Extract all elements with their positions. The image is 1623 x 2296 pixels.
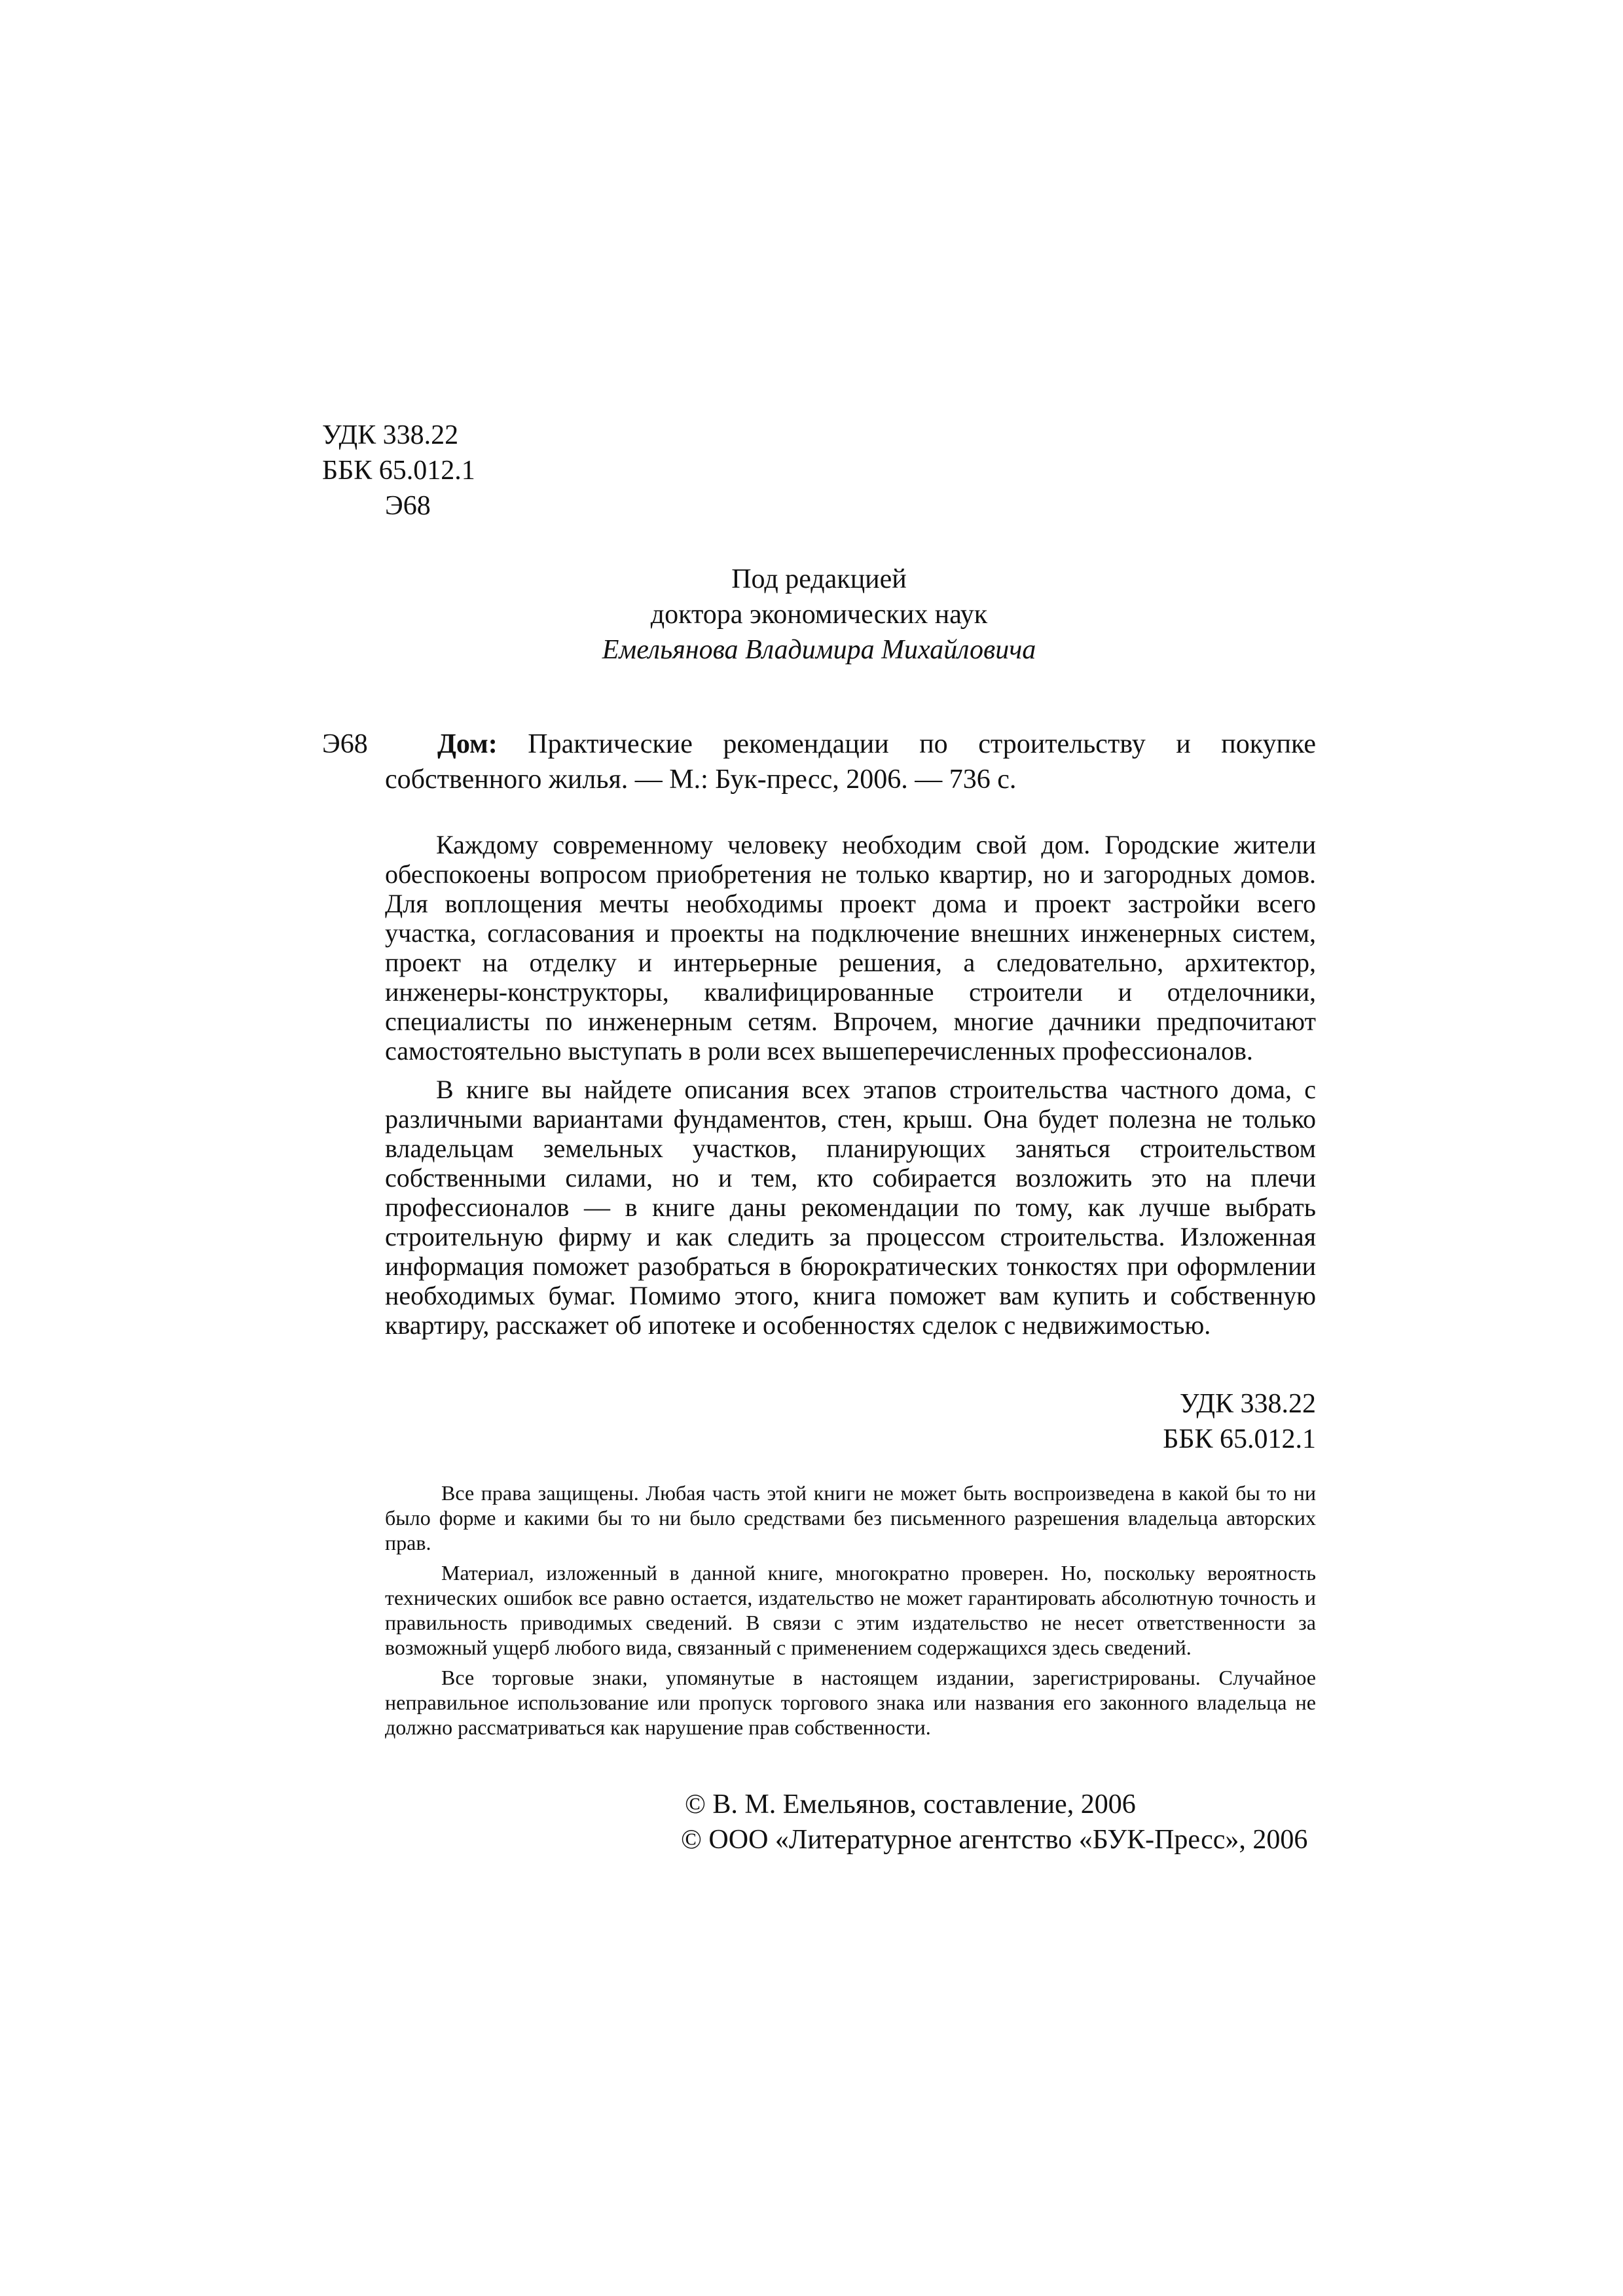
author-sign: Э68: [385, 491, 431, 521]
catalog-description: [385, 726, 1316, 797]
copyright-line-compiler: © В. М. Емельянов, составление, 2006: [685, 1789, 1136, 1820]
notice-paragraph: Материал, изложенный в данной книге, многократно проверен. Но, поскольку вероятность технических ошибок все равно остается, издательство не может гарантировать абсолютную точность и правильность приводимых сведений. В связи с этим издательство не несет ответственности за возможный ущерб любого вида, связанный с применением содержащихся здесь сведений.: [385, 1561, 1316, 1659]
udk-code-right: УДК 338.22: [1179, 1389, 1316, 1419]
copyright-line-publisher: © ООО «Литературное агентство «БУК-Пресс», 2006: [681, 1825, 1308, 1855]
bbk-code: ББК 65.012.1: [322, 456, 475, 486]
catalog-entry: [322, 726, 1316, 797]
annotation: [385, 830, 1316, 1349]
editor-line-2: доктора экономических наук: [650, 600, 988, 630]
annotation-paragraph: Каждому современному человеку необходим свой дом. Городские жители обеспокоены вопросом приобретения не только квартир, но и загородных домов. Для воплощения мечты необходимы проект дома и проект застройки всего участка, согласования и проекты на подключение внешних инженерных систем, проект на отделку и интерьерные решения, а следовательно, архитектор, инженеры-конструкторы, квалифицированные строители и отделочники, специалисты по инженерным сетям. Впрочем, многие дачники предпочитают самостоятельно выступать в роли всех вышеперечисленных профессионалов.: [385, 830, 1316, 1066]
editor-line-1: Под редакцией: [731, 564, 907, 594]
book-description: Практические рекомендации по строительству и покупке собственного жилья. — М.: Бук-пресс, 2006. — 736 с.: [385, 729, 1317, 795]
editor-block: [322, 562, 1316, 668]
notice-paragraph: Все торговые знаки, упомянутые в настоящем издании, зарегистрированы. Случайное неправильное использование или пропуск торгового знака или названия его законного владельца не должно рассматриваться как нарушение прав собственности.: [385, 1666, 1316, 1739]
classification-codes-right: [322, 1386, 1316, 1457]
bbk-code-right: ББК 65.012.1: [1163, 1424, 1316, 1454]
editor-name: Емельянова Владимира Михайловича: [602, 635, 1036, 665]
book-title: Дом:: [437, 729, 498, 759]
copyright-block: [681, 1787, 1307, 1857]
classification-codes: [322, 418, 475, 524]
notice-paragraph: Все права защищены. Любая часть этой книги не может быть воспроизведена в какой бы то ни было форме и какими бы то ни было средствами без письменного разрешения владельца авторских прав.: [385, 1481, 1316, 1554]
udk-code: УДК 338.22: [322, 420, 459, 450]
rights-notice: [385, 1480, 1316, 1745]
annotation-paragraph: В книге вы найдете описания всех этапов строительства частного дома, с различными вариантами фундаментов, стен, крыш. Она будет полезна не только владельцам земельных участков, планирующих заняться строительством собственными силами, но и тем, кто собирается возложить это на плечи профессионалов — в книге даны рекомендации по тому, как лучше выбрать строительную фирму и как следить за процессом строительства. Изложенная информация поможет разобраться в бюрократических тонкостях при оформлении необходимых бумаг. Помимо этого, книга поможет вам купить и собственную квартиру, расскажет об ипотеке и особенностях сделок с недвижимостью.: [385, 1075, 1316, 1340]
catalog-index-code: Э68: [322, 729, 368, 759]
